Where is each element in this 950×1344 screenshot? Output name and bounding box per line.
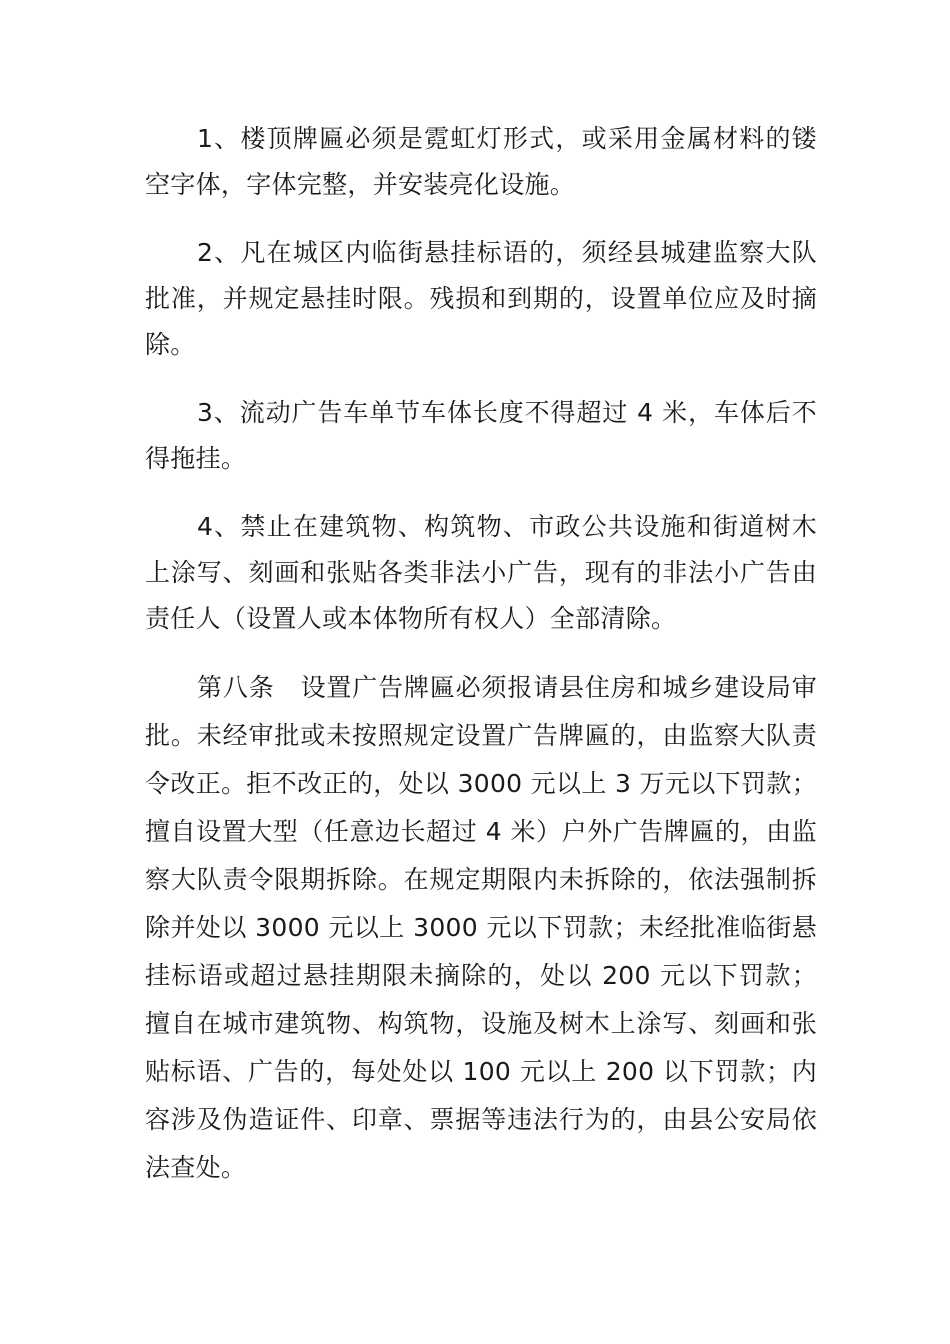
list-item-2: 2、凡在城区内临街悬挂标语的，须经县城建监察大队批准，并规定悬挂时限。残损和到期的，设置单位应及时摘除。 (145, 238, 817, 359)
list-item-1: 1、楼顶牌匾必须是霓虹灯形式，或采用金属材料的镂空字体，字体完整，并安装亮化设施。 (145, 124, 817, 199)
article-8 (145, 664, 817, 1192)
list-item-4: 4、禁止在建筑物、构筑物、市政公共设施和街道树木上涂写、刻画和张贴各类非法小广告，现有的非法小广告由责任人（设置人或本体物所有权人）全部清除。 (145, 512, 817, 633)
document-body (145, 116, 817, 1192)
article-heading: 第八条 (197, 673, 275, 702)
article-body: 设置广告牌匾必须报请县住房和城乡建设局审批。未经审批或未按照规定设置广告牌匾的，由监察大队责令改正。拒不改正的，处以 3000 元以上 3 万元以下罚款；擅自设置大型（任意边长超过 4 米）户外广告牌匾的，由监察大队责令限期拆除。在规定期限内未拆除的，依法强制拆除并处以 3000 元以上 3000 元以下罚款；未经批准临街悬挂标语或超过悬挂期限未摘除的，处以 200 元以下罚款；擅自在城市建筑物、构筑物，设施及树木上涂写、刻画和张贴标语、广告的，每处处以 100 元以上 200 以下罚款；内容涉及伪造证件、印章、票据等违法行为的，由县公安局依法查处。 (145, 673, 817, 1182)
list-item-3: 3、流动广告车单节车体长度不得超过 4 米，车体后不得拖挂。 (145, 398, 817, 473)
